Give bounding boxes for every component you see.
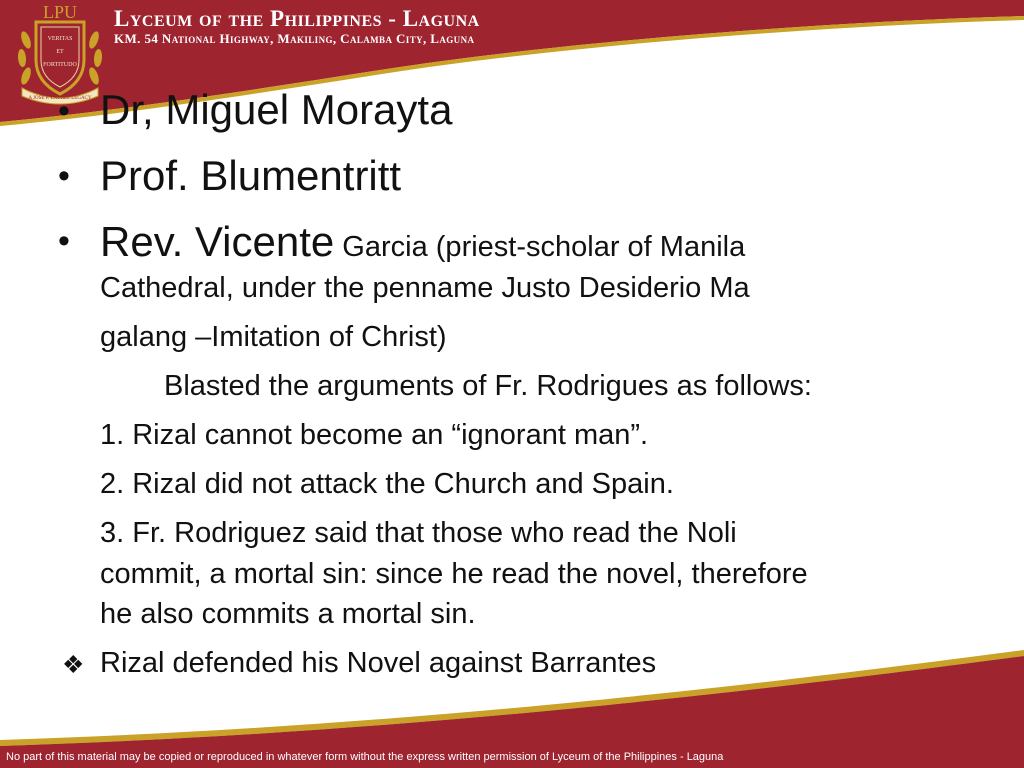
- garcia-name-large: Rev. Vicente: [100, 218, 335, 265]
- logo-ribbon-text: A JOSE P. LAUREL LEGACY: [28, 96, 92, 101]
- final-bullet-barrantes: Rizal defended his Novel against Barrantes: [100, 647, 657, 679]
- logo-motto-word: FORTITUDO: [43, 62, 77, 68]
- argument-point-3-line-3: he also commits a mortal sin.: [100, 598, 476, 630]
- bullet-dot: •: [58, 157, 70, 195]
- footer-copyright-notice: No part of this material may be copied or reproduced in whatever form without the express written permission of Lyceum of the Philippines - Laguna: [6, 751, 724, 763]
- bullet-item-morayta: Dr, Miguel Morayta: [100, 86, 453, 133]
- bullet-item-blumentritt: Prof. Blumentritt: [100, 152, 402, 199]
- garcia-continuation-2: galang –Imitation of Christ): [100, 321, 447, 353]
- argument-point-3-line-2: commit, a mortal sin: since he read the novel, therefore: [100, 558, 808, 590]
- logo-acronym: LPU: [42, 2, 78, 22]
- argument-point-2: 2. Rizal did not attack the Church and Spain.: [100, 468, 674, 500]
- header-text: [114, 6, 480, 46]
- garcia-name-rest: Garcia (priest-scholar of Manila: [334, 231, 746, 263]
- bullet-dot: •: [58, 222, 70, 260]
- arguments-intro: Blasted the arguments of Fr. Rodrigues as follows:: [164, 370, 812, 402]
- institution-address: KM. 54 National Highway, Makiling, Calamba City, Laguna: [114, 31, 475, 46]
- bullet-dot: •: [58, 92, 70, 130]
- argument-point-1: 1. Rizal cannot become an “ignorant man”.: [100, 419, 649, 451]
- diamond-bullet-icon: ❖: [62, 651, 85, 679]
- argument-point-3-line-1: 3. Fr. Rodriguez said that those who read the Noli: [100, 517, 737, 549]
- logo-motto-word: ET: [56, 49, 64, 55]
- garcia-continuation-1: Cathedral, under the penname Justo Desiderio Ma: [100, 272, 750, 304]
- institution-name: Lyceum of the Philippines - Laguna: [114, 6, 480, 31]
- logo-motto-word: VERITAS: [47, 36, 73, 42]
- bullet-item-garcia: [100, 218, 745, 266]
